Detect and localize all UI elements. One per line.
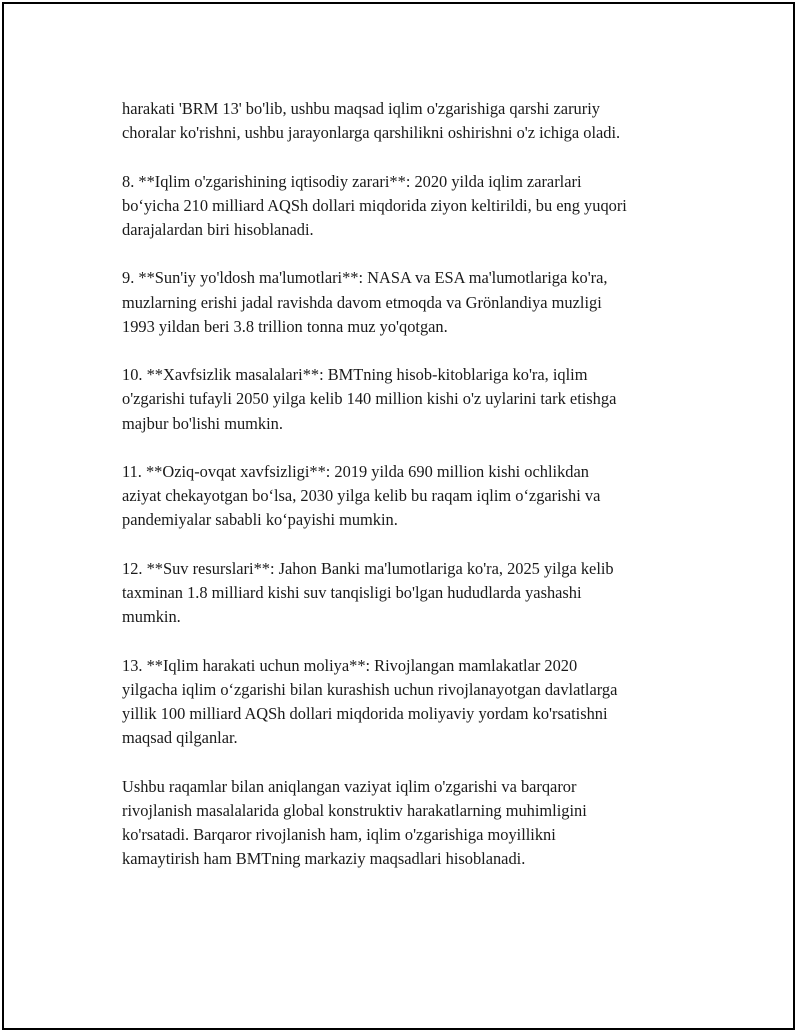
document-page — [2, 2, 795, 1030]
paragraph-item-8-economic-damage: 8. **Iqlim o'zgarishining iqtisodiy zarari**: 2020 yilda iqlim zararlari bo‘yicha 210 milliard AQSh dollari miqdorida ziyon keltirildi, bu eng yuqori darajalardan biri hisoblanadi. — [122, 171, 627, 239]
paragraph-item-11-food-security: 11. **Oziq-ovqat xavfsizligi**: 2019 yilda 690 million kishi ochlikdan aziyat chekayotgan bo‘lsa, 2030 yilga kelib bu raqam iqlim o‘zgarishi va pandemiyalar sababli ko‘payishi mumkin. — [122, 461, 601, 530]
paragraph-item-13-climate-finance: 13. **Iqlim harakati uchun moliya**: Rivojlangan mamlakatlar 2020 yilgacha iqlim o‘zgarishi bilan kurashish uchun rivojlanayotgan davlatlarga yillik 100 milliard AQSh dollari miqdorida moliyaviy yordam ko'rsatishni maqsad qilganlar. — [122, 655, 618, 748]
paragraph-brm13-continuation: harakati 'BRM 13' bo'lib, ushbu maqsad iqlim o'zgarishiga qarshi zaruriy choralar ko'rishni, ushbu jarayonlarga qarshilikni oshirishni o'z ichiga oladi. — [122, 99, 621, 143]
document-body — [122, 97, 702, 896]
paragraph-conclusion: Ushbu raqamlar bilan aniqlangan vaziyat iqlim o'zgarishi va barqaror rivojlanish masalalarida global konstruktiv harakatlarning muhimligini ko'rsatadi. Barqaror rivojlanish ham, iqlim o'zgarishiga moyillikni kamaytirish ham BMTning markaziy maqsadlari hisoblanadi. — [122, 776, 587, 869]
paragraph-item-9-satellite-data: 9. **Sun'iy yo'ldosh ma'lumotlari**: NASA va ESA ma'lumotlariga ko'ra, muzlarning erishi jadal ravishda davom etmoqda va Grönlandiya muzligi 1993 yildan beri 3.8 trillion tonna muz yo'qotgan. — [122, 268, 608, 336]
paragraph-item-10-security: 10. **Xavfsizlik masalalari**: BMTning hisob-kitoblariga ko'ra, iqlim o'zgarishi tufayli 2050 yilga kelib 140 million kishi o'z uylarini tark etishga majbur bo'lishi mumkin. — [122, 365, 617, 433]
paragraph-item-12-water-resources: 12. **Suv resurslari**: Jahon Banki ma'lumotlariga ko'ra, 2025 yilga kelib taxminan 1.8 milliard kishi suv tanqisligi bo'lgan hududlarda yashashi mumkin. — [122, 558, 614, 627]
